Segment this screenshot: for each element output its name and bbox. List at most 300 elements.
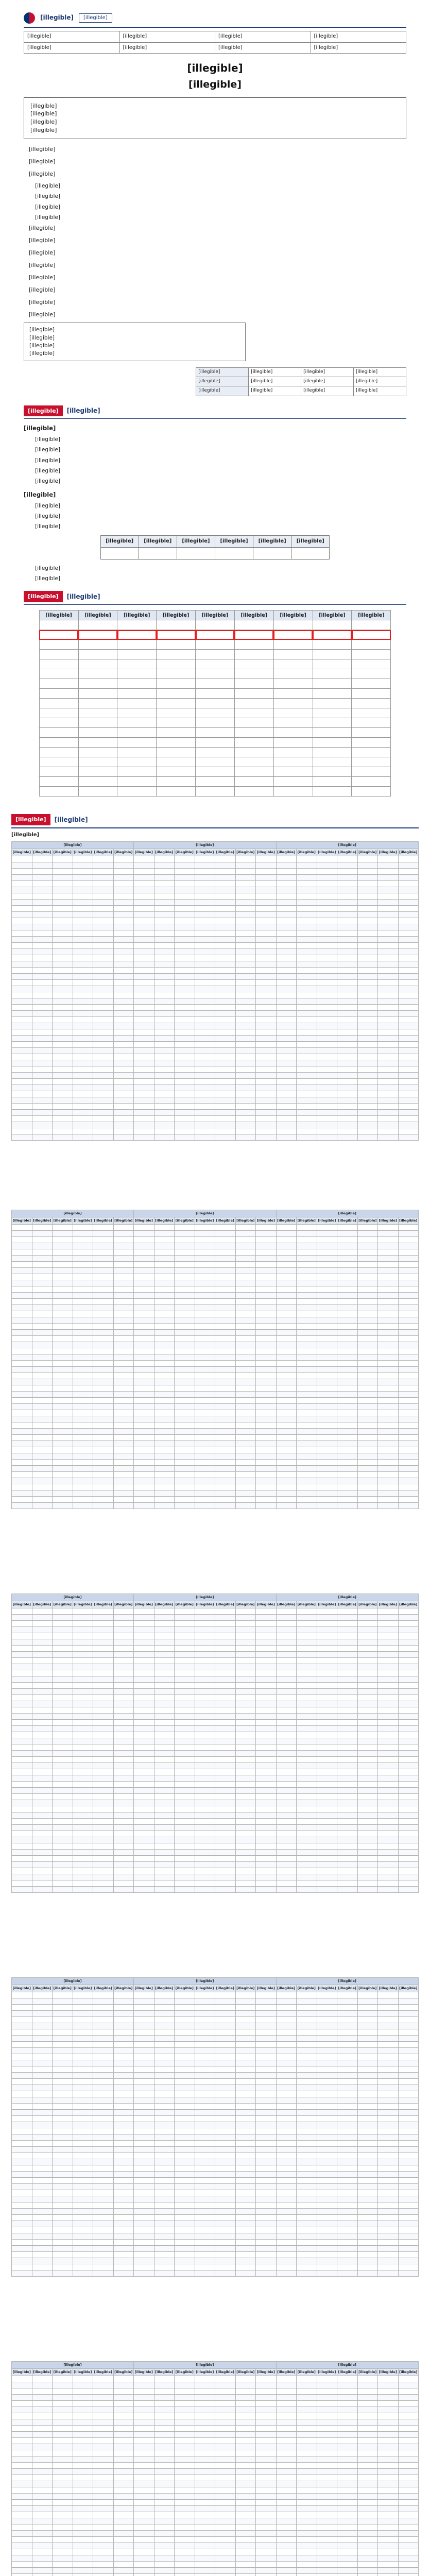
appendix-cell	[175, 2456, 195, 2462]
appendix-cell	[154, 2140, 175, 2146]
appendix-cell	[12, 2518, 32, 2524]
appendix-cell	[378, 2251, 399, 2258]
appendix-cell	[215, 1078, 236, 1084]
appendix-cell	[317, 2388, 337, 2394]
appendix-row	[12, 2097, 419, 2103]
appendix-cell	[215, 1861, 236, 1868]
appendix-header: [illegible]	[235, 849, 256, 856]
appendix-cell	[276, 2016, 297, 2023]
appendix-cell	[378, 1428, 399, 1434]
appendix-cell	[276, 2066, 297, 2072]
region-cell	[39, 777, 78, 787]
appendix-cell	[276, 1280, 297, 1286]
region-cell	[313, 718, 352, 728]
appendix-cell	[398, 1372, 419, 1379]
appendix-cell	[215, 961, 236, 967]
appendix-cell	[134, 2078, 154, 2084]
appendix-cell	[256, 1670, 277, 1676]
appendix-cell	[154, 1490, 175, 1496]
appendix-cell	[357, 1471, 378, 1478]
appendix-cell	[276, 2134, 297, 2140]
appendix-cell	[73, 874, 93, 880]
appendix-cell	[175, 1725, 195, 1732]
appendix-cell	[297, 1066, 317, 1072]
appendix-cell	[235, 1261, 256, 1267]
appendix-cell	[195, 930, 215, 936]
appendix-cell	[297, 1072, 317, 1078]
appendix-cell	[235, 2561, 256, 2567]
page-gap	[0, 1509, 430, 1586]
appendix-cell	[32, 986, 53, 992]
appendix-cell	[93, 1738, 114, 1744]
appendix-cell	[73, 2456, 93, 2462]
appendix-cell	[256, 1335, 277, 1342]
appendix-cell	[175, 948, 195, 955]
appendix-cell	[215, 1800, 236, 1806]
appendix-cell	[73, 2171, 93, 2177]
appendix-cell	[317, 1016, 337, 1023]
region-cell	[78, 630, 117, 640]
appendix-cell	[134, 2041, 154, 2047]
appendix-cell	[154, 2493, 175, 2499]
appendix-cell	[175, 2214, 195, 2221]
appendix-cell	[357, 2425, 378, 2431]
appendix-cell	[235, 1762, 256, 1769]
appendix-cell	[235, 992, 256, 998]
appendix-cell	[53, 2567, 73, 2573]
appendix-cell	[235, 1645, 256, 1651]
appendix-cell	[32, 1072, 53, 1078]
appendix-cell	[53, 2425, 73, 2431]
appendix-cell	[337, 2041, 358, 2047]
appendix-cell	[297, 1447, 317, 1453]
appendix-cell	[378, 1676, 399, 1682]
appendix-cell	[93, 1236, 114, 1243]
appendix-cell	[215, 2029, 236, 2035]
region-cell	[234, 757, 273, 767]
appendix-cell	[357, 1249, 378, 1255]
appendix-cell	[256, 1304, 277, 1311]
region-cell	[273, 718, 313, 728]
appendix-cell	[175, 1800, 195, 1806]
appendix-cell	[93, 1255, 114, 1261]
appendix-cell	[215, 1286, 236, 1292]
appendix-cell	[12, 1861, 32, 1868]
appendix-cell	[297, 1054, 317, 1060]
appendix-cell	[73, 2202, 93, 2208]
appendix-header: [illegible]	[175, 849, 195, 856]
appendix-row	[12, 2035, 419, 2041]
appendix-header: [illegible]	[195, 1217, 215, 1224]
appendix-cell	[73, 1651, 93, 1657]
appendix-cell	[113, 1762, 134, 1769]
appendix-header: [illegible]	[195, 849, 215, 856]
appendix-cell	[256, 1072, 277, 1078]
appendix-row	[12, 2437, 419, 2444]
appendix-cell	[134, 1626, 154, 1633]
appendix-cell	[175, 2202, 195, 2208]
region-cell	[352, 659, 391, 669]
appendix-cell	[215, 1453, 236, 1459]
appendix-cell	[297, 1084, 317, 1091]
appendix-cell	[398, 1385, 419, 1391]
appendix-cell	[297, 2208, 317, 2214]
appendix-cell	[93, 1403, 114, 1410]
appendix-cell	[215, 2376, 236, 2382]
appendix-cell	[317, 868, 337, 874]
region-cell	[39, 738, 78, 748]
appendix-cell	[235, 2462, 256, 2468]
appendix-cell	[195, 1255, 215, 1261]
summary-line: [illegible]	[30, 110, 57, 117]
appendix-cell	[12, 2183, 32, 2190]
appendix-cell	[73, 2227, 93, 2233]
appendix-header: [illegible]	[297, 2368, 317, 2376]
appendix-cell	[276, 868, 297, 874]
appendix-cell	[337, 1422, 358, 1428]
appendix-cell	[256, 2233, 277, 2239]
appendix-cell	[378, 1348, 399, 1354]
appendix-cell	[317, 2425, 337, 2431]
appendix-cell	[357, 1824, 378, 1831]
appendix-cell	[357, 2159, 378, 2165]
appendix-cell	[134, 1379, 154, 1385]
appendix-row	[12, 2029, 419, 2035]
appendix-row	[12, 2270, 419, 2276]
appendix-cell	[215, 2091, 236, 2097]
appendix-row	[12, 2047, 419, 2054]
appendix-cell	[93, 1657, 114, 1664]
appendix-cell	[215, 1029, 236, 1035]
appendix-cell	[337, 1236, 358, 1243]
appendix-cell	[32, 1311, 53, 1317]
appendix-cell	[317, 1868, 337, 1874]
body-bullet: [illegible]	[35, 193, 61, 200]
appendix-cell	[317, 2221, 337, 2227]
appendix-cell	[12, 1054, 32, 1060]
appendix-cell	[357, 2016, 378, 2023]
appendix-cell	[215, 1738, 236, 1744]
appendix-cell	[317, 948, 337, 955]
appendix-cell	[276, 1023, 297, 1029]
appendix-cell	[256, 1342, 277, 1348]
appendix-cell	[12, 1091, 32, 1097]
appendix-cell	[12, 942, 32, 948]
appendix-cell	[256, 1286, 277, 1292]
appendix-cell	[357, 1459, 378, 1465]
region-cell	[157, 650, 196, 659]
appendix-cell	[113, 1224, 134, 1230]
region-cell	[157, 708, 196, 718]
appendix-cell	[134, 1769, 154, 1775]
appendix-cell	[276, 874, 297, 880]
appendix-cell	[398, 2425, 419, 2431]
appendix-cell	[175, 868, 195, 874]
appendix-cell	[337, 1824, 358, 1831]
appendix-cell	[113, 2462, 134, 2468]
appendix-cell	[113, 2072, 134, 2078]
appendix-cell	[175, 2499, 195, 2505]
appendix-header: [illegible]	[357, 1985, 378, 1992]
appendix-cell	[317, 1800, 337, 1806]
region-cell	[196, 640, 235, 650]
region-cell	[273, 787, 313, 796]
appendix-cell	[256, 1255, 277, 1261]
appendix-cell	[93, 2419, 114, 2425]
appendix-cell	[317, 1620, 337, 1626]
release-row	[24, 42, 406, 54]
appendix-cell	[154, 992, 175, 998]
appendix-cell	[195, 905, 215, 911]
appendix-cell	[215, 2258, 236, 2264]
appendix-cell	[134, 1756, 154, 1762]
appendix-cell	[357, 2041, 378, 2047]
appendix-cell	[195, 986, 215, 992]
appendix-cell	[378, 2109, 399, 2115]
appendix-cell	[297, 1490, 317, 1496]
appendix-cell	[317, 1317, 337, 1323]
appendix-cell	[357, 2004, 378, 2010]
appendix-cell	[256, 1004, 277, 1010]
appendix-cell	[113, 2475, 134, 2481]
appendix-header: [illegible]	[73, 1601, 93, 1608]
appendix-row	[12, 1041, 419, 1047]
appendix-cell	[113, 2041, 134, 2047]
appendix-cell	[276, 887, 297, 893]
region-row	[39, 718, 391, 728]
appendix-cell	[195, 2128, 215, 2134]
appendix-cell	[32, 2066, 53, 2072]
region-header: [illegible]	[352, 611, 391, 620]
appendix-cell	[195, 2382, 215, 2388]
appendix-cell	[195, 2555, 215, 2561]
appendix-row	[12, 1267, 419, 1274]
appendix-cell	[235, 2171, 256, 2177]
appendix-cell	[378, 2505, 399, 2512]
appendix-row	[12, 1447, 419, 1453]
appendix-cell	[93, 2258, 114, 2264]
appendix-cell	[297, 1831, 317, 1837]
appendix-cell	[175, 2549, 195, 2555]
appendix-cell	[175, 2431, 195, 2437]
appendix-cell	[134, 874, 154, 880]
appendix-cell	[317, 998, 337, 1004]
appendix-cell	[256, 2214, 277, 2221]
appendix-cell	[53, 1304, 73, 1311]
appendix-cell	[12, 2233, 32, 2239]
appendix-cell	[235, 2221, 256, 2227]
appendix-cell	[297, 862, 317, 868]
appendix-cell	[93, 2072, 114, 2078]
appendix-cell	[276, 2146, 297, 2153]
appendix-cell	[276, 1243, 297, 1249]
appendix-cell	[154, 2258, 175, 2264]
appendix-cell	[134, 911, 154, 918]
appendix-cell	[32, 2084, 53, 2091]
appendix-cell	[215, 2214, 236, 2221]
appendix-cell	[32, 1054, 53, 1060]
appendix-row	[12, 1496, 419, 1502]
appendix-cell	[93, 2413, 114, 2419]
appendix-cell	[93, 1379, 114, 1385]
appendix-cell	[378, 1023, 399, 1029]
appendix-cell	[195, 1298, 215, 1304]
region-row	[39, 748, 391, 757]
body-bullet: [illegible]	[35, 204, 61, 210]
appendix-cell	[134, 1886, 154, 1892]
body-bullet: [illegible]	[35, 214, 61, 221]
appendix-cell	[73, 868, 93, 874]
appendix-cell	[215, 1323, 236, 1329]
appendix-cell	[134, 899, 154, 905]
appendix-cell	[215, 942, 236, 948]
appendix-cell	[73, 1023, 93, 1029]
appendix-row	[12, 1750, 419, 1756]
appendix-cell	[378, 1335, 399, 1342]
appendix-cell	[113, 1694, 134, 1701]
appendix-cell	[154, 1072, 175, 1078]
appendix-cell	[53, 2196, 73, 2202]
region-cell	[352, 620, 391, 630]
appendix-cell	[297, 2456, 317, 2462]
appendix-cell	[134, 1016, 154, 1023]
appendix-cell	[297, 1688, 317, 1694]
appendix-cell	[113, 936, 134, 942]
appendix-cell	[195, 1843, 215, 1849]
appendix-cell	[53, 1719, 73, 1725]
appendix-cell	[93, 893, 114, 899]
appendix-cell	[93, 1115, 114, 1122]
appendix-cell	[235, 1342, 256, 1348]
appendix-cell	[357, 2245, 378, 2251]
appendix-cell	[93, 2518, 114, 2524]
appendix-cell	[12, 2567, 32, 2573]
appendix-row	[12, 936, 419, 942]
appendix-cell	[337, 1490, 358, 1496]
appendix-cell	[235, 2047, 256, 2054]
appendix-cell	[175, 1440, 195, 1447]
appendix-cell	[113, 1812, 134, 1818]
appendix-row	[12, 1224, 419, 1230]
appendix-cell	[175, 2468, 195, 2475]
appendix-cell	[215, 998, 236, 1004]
appendix-cell	[53, 1023, 73, 1029]
appendix-cell	[215, 1688, 236, 1694]
appendix-cell	[337, 2543, 358, 2549]
appendix-cell	[398, 1243, 419, 1249]
appendix-cell	[276, 2165, 297, 2171]
appendix-cell	[378, 1403, 399, 1410]
region-cell	[78, 620, 117, 630]
appendix-cell	[398, 1434, 419, 1440]
appendix-row	[12, 2258, 419, 2264]
appendix-cell	[154, 1707, 175, 1713]
appendix-cell	[297, 1781, 317, 1787]
appendix-cell	[134, 1243, 154, 1249]
appendix-cell	[73, 1103, 93, 1109]
appendix-cell	[195, 1304, 215, 1311]
appendix-cell	[195, 1762, 215, 1769]
appendix-cell	[134, 2518, 154, 2524]
appendix-row	[12, 961, 419, 967]
appendix-cell	[378, 2115, 399, 2122]
appendix-cell	[378, 942, 399, 948]
appendix-cell	[53, 1670, 73, 1676]
appendix-cell	[134, 887, 154, 893]
appendix-cell	[12, 856, 32, 862]
appendix-cell	[134, 1023, 154, 1029]
appendix-cell	[256, 1831, 277, 1837]
appendix-cell	[357, 1047, 378, 1054]
appendix-cell	[378, 924, 399, 930]
appendix-cell	[113, 1781, 134, 1787]
appendix-cell	[154, 1023, 175, 1029]
appendix-cell	[175, 1097, 195, 1103]
appendix-cell	[378, 961, 399, 967]
appendix-cell	[53, 1459, 73, 1465]
appendix-cell	[53, 905, 73, 911]
appendix-cell	[134, 1620, 154, 1626]
appendix-cell	[53, 1016, 73, 1023]
contact-cell: [illegible]	[301, 386, 354, 396]
appendix-cell	[235, 2023, 256, 2029]
appendix-cell	[32, 874, 53, 880]
appendix-row	[12, 2444, 419, 2450]
appendix-cell	[134, 1267, 154, 1274]
appendix-cell	[398, 2444, 419, 2450]
appendix-cell	[113, 1304, 134, 1311]
summary-count-header: [illegible]	[253, 535, 291, 548]
appendix-cell	[73, 1762, 93, 1769]
appendix-cell	[134, 2066, 154, 2072]
appendix-cell	[73, 1428, 93, 1434]
appendix-cell	[113, 1992, 134, 1998]
appendix-cell	[195, 2227, 215, 2233]
appendix-cell	[215, 1236, 236, 1243]
appendix-cell	[215, 1465, 236, 1471]
appendix-cell	[154, 2512, 175, 2518]
appendix-cell	[235, 1633, 256, 1639]
appendix-cell	[297, 973, 317, 979]
appendix-cell	[12, 2530, 32, 2536]
appendix-cell	[256, 1769, 277, 1775]
appendix-cell	[93, 924, 114, 930]
appendix-cell	[93, 2456, 114, 2462]
appendix-table	[11, 2361, 419, 2576]
appendix-cell	[297, 1719, 317, 1725]
appendix-cell	[53, 2487, 73, 2493]
appendix-cell	[215, 2543, 236, 2549]
appendix-cell	[256, 2512, 277, 2518]
appendix-cell	[53, 1744, 73, 1750]
appendix-cell	[113, 1323, 134, 1329]
appendix-header: [illegible]	[154, 1985, 175, 1992]
appendix-cell	[256, 1633, 277, 1639]
appendix-cell	[154, 1738, 175, 1744]
region-cell	[273, 640, 313, 650]
appendix-cell	[317, 973, 337, 979]
appendix-cell	[398, 967, 419, 973]
appendix-cell	[53, 1311, 73, 1317]
appendix-header: [illegible]	[12, 1217, 32, 1224]
appendix-cell	[317, 979, 337, 986]
region-cell	[78, 787, 117, 796]
appendix-cell	[378, 2202, 399, 2208]
appendix-cell	[73, 967, 93, 973]
appendix-cell	[175, 1682, 195, 1688]
appendix-cell	[215, 1311, 236, 1317]
appendix-cell	[215, 1831, 236, 1837]
